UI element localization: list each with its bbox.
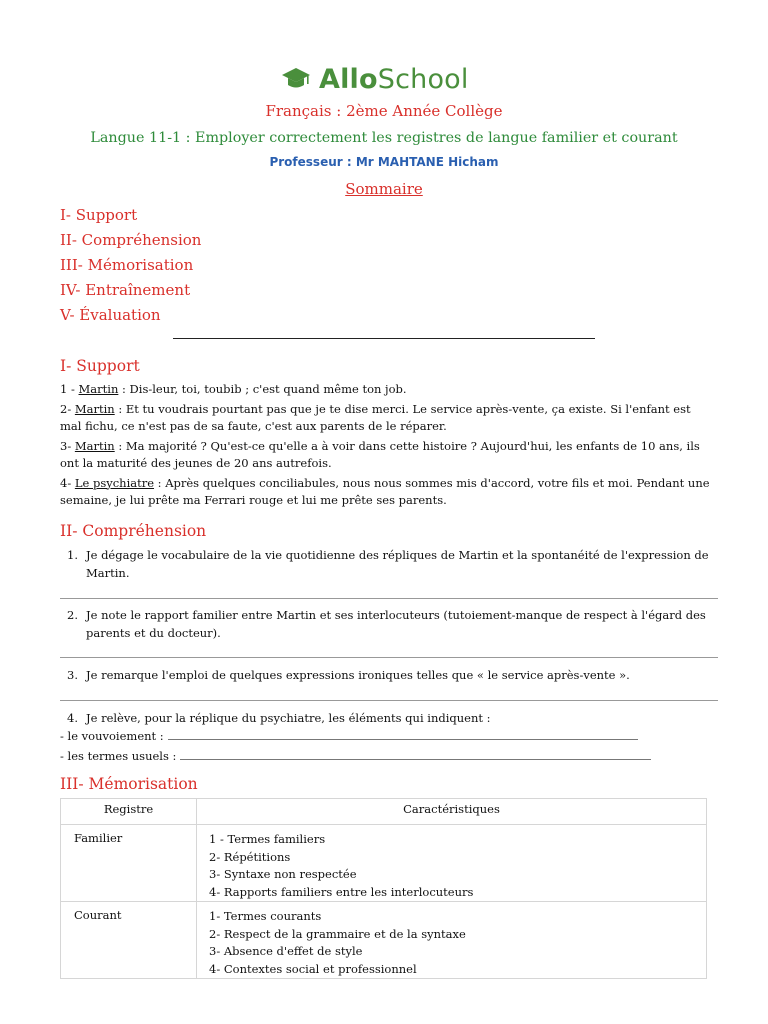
dialogue-line: 4- Le psychiatre : Après quelques conciliabules, nous nous sommes mis d'accord, votre fils et moi. Pendant une semaine, je lui prête ma Ferrari rouge et lui me prête ses parents. <box>60 475 710 507</box>
dialogue-line: 3- Martin : Ma majorité ? Qu'est-ce qu'elle a à voir dans cette histoire ? Aujourd'hui, les enfants de 10 ans, ils ont la maturité des jeunes de 20 ans autrefois. <box>60 438 700 470</box>
toc-item-entrainement[interactable]: IV- Entraînement <box>60 281 191 299</box>
table-header-characteristics: Caractéristiques <box>197 799 707 825</box>
fill-termes-usuels: - les termes usuels : <box>60 749 651 763</box>
list-item: 4- Contextes social et professionnel <box>209 961 417 976</box>
fill-vouvoiement: - le vouvoiement : <box>60 729 638 743</box>
section-title-memorisation: III- Mémorisation <box>60 775 198 793</box>
toc-item-comprehension[interactable]: II- Compréhension <box>60 231 202 249</box>
answer-line[interactable] <box>60 657 718 658</box>
list-item: 4- Rapports familiers entre les interlocuteurs <box>209 884 474 899</box>
answer-line[interactable] <box>60 700 718 701</box>
summary-title: Sommaire <box>345 180 423 198</box>
question-1: 1. Je dégage le vocabulaire de la vie quotidienne des répliques de Martin et la spontanéité de l'expression de Martin. <box>67 548 709 580</box>
brand-name: AlloSchool <box>319 63 469 95</box>
dialogue-line: 2- Martin : Et tu voudrais pourtant pas que je te dise merci. Le service après-vente, ça existe. Si l'enfant est mal fichu, ce n'est pas de sa faute, c'est aux parents de le réparer. <box>60 401 691 433</box>
list-item: 2- Respect de la grammaire et de la syntaxe <box>209 926 466 941</box>
question-4: 4. Je relève, pour la réplique du psychiatre, les éléments qui indiquent : <box>67 711 491 725</box>
characteristics-list <box>197 825 707 902</box>
register-table <box>60 798 707 979</box>
characteristics-list <box>197 902 707 979</box>
table-header-register: Registre <box>61 799 197 825</box>
section-divider <box>173 338 595 339</box>
dialogue-line: 1 - Martin : Dis-leur, toi, toubib ; c'est quand même ton job. <box>60 382 407 396</box>
list-item: 3- Absence d'effet de style <box>209 944 363 958</box>
section-title-comprehension: II- Compréhension <box>60 522 207 540</box>
question-3: 3. Je remarque l'emploi de quelques expressions ironiques telles que « le service après-vente ». <box>67 668 630 682</box>
answer-line[interactable] <box>60 598 718 599</box>
section-title-support: I- Support <box>60 357 140 375</box>
professor-name: Professeur : Mr MAHTANE Hicham <box>269 155 499 169</box>
table-row <box>61 902 707 979</box>
speaker-name: Martin <box>74 438 115 453</box>
table-of-contents <box>60 204 201 329</box>
list-item: 3- Syntaxe non respectée <box>209 867 357 881</box>
question-2: 2. Je note le rapport familier entre Martin et ses interlocuteurs (tutoiement-manque de respect à l'égard des parents et du docteur). <box>67 608 706 640</box>
table-row <box>61 825 707 902</box>
toc-item-evaluation[interactable]: V- Évaluation <box>60 306 161 324</box>
alloschool-logo[interactable] <box>281 62 469 96</box>
fill-in-line[interactable] <box>180 758 651 760</box>
list-item: 1 - Termes familiers <box>209 832 326 846</box>
register-name: Familier <box>61 825 197 902</box>
graduation-cap-icon <box>281 66 311 92</box>
register-name: Courant <box>61 902 197 979</box>
speaker-name: Martin <box>78 382 119 396</box>
subject-title: Français : 2ème Année Collège <box>265 102 503 120</box>
list-item: 2- Répétitions <box>209 849 291 864</box>
toc-item-memorisation[interactable]: III- Mémorisation <box>60 256 194 274</box>
speaker-name: Martin <box>74 401 115 416</box>
support-dialogue <box>60 381 710 512</box>
fill-in-line[interactable] <box>168 738 638 740</box>
speaker-name: Le psychiatre <box>74 475 155 490</box>
list-item: 1- Termes courants <box>209 909 322 923</box>
toc-item-support[interactable]: I- Support <box>60 206 138 224</box>
lesson-title: Langue 11-1 : Employer correctement les registres de langue familier et courant <box>90 130 678 146</box>
